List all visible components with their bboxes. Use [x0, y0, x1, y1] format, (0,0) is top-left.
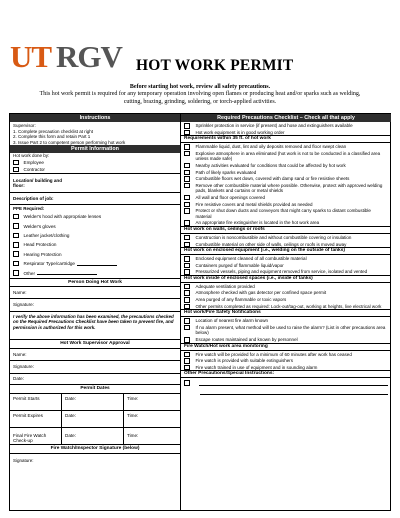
employee-checkbox[interactable] — [13, 160, 19, 166]
checklist-item-text: Enclosed equipment cleaned of all combustible material — [195, 256, 307, 262]
ppe-checkbox[interactable] — [13, 251, 19, 257]
checklist-item — [181, 182, 391, 194]
contractor-label: Contractor — [23, 166, 45, 172]
checklist-item-text: Flammable liquid, dust, lint and oily deposits removed and floor swept clean — [195, 144, 347, 150]
checklist-item — [181, 289, 391, 296]
ppe-item-welders-gloves: Welder's gloves — [10, 221, 180, 230]
instruction-step-1: 1. Complete precaution checklist at right — [13, 128, 94, 134]
checklist-checkbox[interactable] — [184, 269, 190, 275]
walls-list — [181, 234, 391, 247]
checklist-item-text: Containers purged of flammable liquid/vapor — [195, 262, 284, 268]
checklist-checkbox[interactable] — [184, 284, 190, 290]
within-35ft-list — [181, 143, 391, 226]
permit-expires-date[interactable]: Date: — [62, 411, 124, 427]
checklist-item-text: An appropriate fire extinguisher is located in the hot work area — [195, 220, 320, 226]
other-precautions-line-1 — [181, 378, 391, 387]
general-list — [181, 122, 391, 135]
ppe-checkbox[interactable] — [13, 261, 19, 267]
checklist-checkbox[interactable] — [184, 304, 190, 310]
supervisor-label: Supervisor: — [13, 123, 36, 128]
checklist-checkbox[interactable] — [184, 242, 190, 248]
section-fire-watch: Fire Watch/Hot work area monitoring — [181, 343, 391, 351]
checklist-item-text: Fire watch trained in use of equipment and in sounding alarm — [195, 364, 318, 370]
permit-expires-label: Permit Expires — [10, 411, 62, 427]
other-precautions-line-2 — [181, 387, 391, 396]
checklist-item — [181, 162, 391, 169]
permit-starts-date[interactable]: Date: — [62, 394, 124, 410]
permit-information-header: Permit Information — [10, 145, 180, 153]
final-fire-watch-label: Final Fire Watch Check-up — [10, 428, 62, 444]
person-name-field[interactable]: Name: — [10, 287, 180, 299]
checklist-item — [181, 303, 391, 310]
checklist-item-text: Combustible material on other side of walls, ceilings or roofs is moved away — [195, 241, 347, 247]
checklist-item-text: Location of nearest fire alarm known — [195, 318, 269, 324]
checklist-item-text: Remove other combustible material where possible. Otherwise, protect with approved welding pads, blankets and curtains or metal shields — [195, 182, 383, 194]
instruction-step-3: 3. Issue Part 2 to competent person performing hot work — [13, 139, 126, 145]
spaces-list — [181, 283, 391, 309]
instructions-block — [10, 122, 180, 145]
checklist-item — [181, 351, 391, 358]
checklist-item — [181, 241, 391, 248]
ppe-checkbox[interactable] — [13, 233, 19, 239]
equipment-list — [181, 255, 391, 275]
checklist-item — [181, 336, 391, 343]
final-fire-watch-row — [10, 428, 180, 445]
checklist-checkbox[interactable] — [184, 123, 190, 129]
left-column — [10, 114, 181, 510]
checklist-item-text: All wall and floor openings covered — [195, 194, 266, 200]
checklist-checkbox[interactable] — [184, 130, 190, 136]
checklist-checkbox[interactable] — [184, 325, 190, 331]
checklist-item — [181, 262, 391, 269]
checklist-item — [181, 201, 391, 208]
checklist-item — [181, 364, 391, 371]
ppe-checkbox[interactable] — [13, 270, 19, 276]
checklist-item — [181, 219, 391, 226]
checklist-item — [181, 175, 391, 182]
ppe-checkbox[interactable] — [13, 223, 19, 229]
page-title: HOT WORK PERMIT — [136, 57, 294, 74]
ppe-item-hearing-protection: Hearing Protection — [10, 250, 180, 259]
checklist-item — [181, 234, 391, 241]
section-other-precautions: Other Precautions/Special Instructions: — [181, 370, 391, 378]
contractor-option — [10, 166, 180, 173]
checklist-item-text: Sprinkler protection in service (if present) and hose and extinguishers available — [195, 123, 353, 128]
checklist-header: Required Precautions Checklist – Check all that apply — [181, 114, 391, 122]
ppe-item-head-protection: Head Protection — [10, 240, 180, 249]
checklist-checkbox[interactable] — [184, 318, 190, 324]
intro-text — [10, 84, 390, 106]
checklist-item — [181, 194, 391, 201]
permit-dates-header: Permit Dates — [10, 385, 180, 394]
instructions-header: Instructions — [10, 114, 180, 122]
checklist-checkbox[interactable] — [184, 337, 190, 343]
logo-rgv-text: RGV — [56, 39, 122, 74]
checklist-item — [181, 324, 391, 336]
checklist-checkbox[interactable] — [184, 256, 190, 262]
checklist-item — [181, 268, 391, 275]
fire-watch-signature-header: Fire Watch/Inspector Signature (below) — [10, 445, 180, 454]
other-line[interactable] — [37, 271, 97, 275]
checklist-checkbox[interactable] — [184, 263, 190, 269]
checklist-checkbox[interactable] — [184, 365, 190, 371]
checklist-checkbox[interactable] — [184, 163, 190, 169]
checklist-item — [181, 169, 391, 176]
intro-line-3: cutting, brazing, grinding, soldering, or torch-applied activities. — [123, 98, 277, 105]
checklist-item-text: Other permits completed as required: Lock-out/tag-out, working at heights, live electrical work — [195, 303, 382, 309]
supervisor-date-field[interactable]: Date: — [10, 374, 180, 385]
checklist-item — [181, 255, 391, 262]
done-by-label: Hot work done by: — [13, 153, 50, 159]
ppe-item-leather-jacket: Leather jacket/clothing — [10, 231, 180, 240]
checklist-checkbox[interactable] — [184, 208, 190, 214]
ppe-item-respirator: Respirator Type/cartridge — [10, 259, 180, 268]
final-fire-watch-date[interactable]: Date: — [62, 428, 124, 444]
hot-work-done-by — [10, 153, 180, 174]
permit-starts-label: Permit Starts — [10, 394, 62, 410]
checklist-item-text: Hot work equipment is in good working order — [195, 129, 285, 135]
checklist-checkbox[interactable] — [184, 183, 190, 189]
logo-ut-text: UT — [10, 39, 52, 74]
description-label: Description of job: — [13, 196, 54, 202]
checklist-checkbox[interactable] — [184, 195, 190, 201]
description-field[interactable] — [10, 192, 180, 205]
intro-line-1: Before starting hot work, review all safety precautions. — [129, 84, 271, 90]
checklist-checkbox[interactable] — [184, 176, 190, 182]
supervisor-approval-header: Hot Work Supervisor Approval — [10, 340, 180, 349]
verification-statement: I verify the above information has been examined, the precautions checked on the Required Precautions Checklist have been taken to prevent fire, and permission is authorized for this work. — [10, 312, 180, 340]
ppe-checkbox[interactable] — [13, 242, 19, 248]
checklist-checkbox[interactable] — [184, 290, 190, 296]
checklist-item — [181, 122, 391, 129]
checklist-item-text: Protect or shut down ducts and conveyors that might carry sparks to distant combustible material — [195, 208, 371, 219]
permit-form — [9, 113, 391, 511]
checklist-item-text: Nearby activities evaluated for conditions that could be affected by hot work — [195, 162, 346, 168]
fire-watch-signature-field[interactable]: Signature: — [13, 457, 34, 463]
checklist-checkbox[interactable] — [184, 170, 190, 176]
section-walls: Hot work on walls, ceilings or roofs — [181, 226, 391, 234]
checklist-item-text: Adequate ventilation provided — [195, 283, 255, 289]
checklist-checkbox[interactable] — [184, 220, 190, 226]
checklist-item-text: Combustible floors wet down, covered with damp sand or fire resistive sheets — [195, 176, 350, 182]
checklist-item — [181, 143, 391, 150]
right-column — [181, 114, 391, 510]
person-doing-hot-work-header: Person Doing Hot Work — [10, 278, 180, 287]
intro-line-2: This hot work permit is required for any temporary operation involving open flames or producing heat and/or sparks such as welding, — [39, 91, 361, 98]
ppe-checkbox[interactable] — [13, 214, 19, 220]
checklist-checkbox[interactable] — [184, 151, 190, 157]
person-signature-field[interactable]: Signature: — [10, 299, 180, 312]
section-enclosed-equipment: Hot work on enclosed equipment (i.e., welding on the outside of tanks) — [181, 247, 391, 255]
location-label: Location/ building and floor: — [13, 177, 62, 189]
section-35ft: Requirements within 35 ft. of hot work — [181, 135, 391, 143]
checklist-checkbox[interactable] — [184, 352, 190, 358]
checklist-item-text: Area purged of any flammable or toxic vapors — [195, 297, 287, 303]
checklist-item-text: Escape routes maintained and known by personnel — [195, 337, 298, 343]
ppe-item-other: Other — [10, 268, 180, 277]
permit-expires-time[interactable]: Time: — [127, 412, 139, 418]
permit-starts-row — [10, 394, 180, 411]
checklist-item — [181, 296, 391, 303]
respirator-line[interactable] — [77, 262, 117, 266]
checklist-item-text: Construction is noncombustible and without combustible covering or insulation — [195, 234, 352, 240]
contractor-checkbox[interactable] — [13, 167, 19, 173]
utrgv-logo — [10, 39, 135, 74]
checklist-checkbox[interactable] — [184, 202, 190, 208]
checklist-item — [181, 357, 391, 364]
checklist-item — [181, 129, 391, 136]
employee-option — [10, 159, 180, 166]
other-precautions-input[interactable] — [200, 389, 389, 395]
checklist-item-text: Explosive atmosphere in area eliminated (hot work is not to be conducted in a classified area unless made safe) — [195, 150, 381, 162]
final-fire-watch-time[interactable]: Time: — [127, 432, 139, 438]
checklist-checkbox[interactable] — [184, 297, 190, 303]
section-notifications: Hot work/Fire Safety Notifications — [181, 309, 391, 317]
other-precautions-input[interactable] — [199, 380, 389, 386]
checklist-item-text: Pressurized vessels, piping and equipment removed from service, isolated and vented — [195, 269, 368, 275]
ppe-item-welders-hood: Welder's hood with appropriate lenses — [10, 212, 180, 221]
fire-watch-list — [181, 351, 391, 371]
checklist-item-text: Fire watch is provided with suitable extinguishers — [195, 358, 294, 364]
permit-expires-row — [10, 411, 180, 428]
supervisor-signature-field[interactable]: Signature: — [10, 361, 180, 374]
checklist-item — [181, 317, 391, 324]
checklist-item — [181, 283, 391, 290]
notifications-list — [181, 317, 391, 342]
supervisor-name-field[interactable]: Name: — [10, 349, 180, 361]
checklist-checkbox[interactable] — [184, 235, 190, 241]
checklist-checkbox[interactable] — [184, 144, 190, 150]
employee-label: Employee — [23, 159, 44, 165]
ppe-required-label: PPE Required: — [13, 206, 45, 212]
other-precautions-checkbox[interactable] — [184, 380, 190, 386]
checklist-item — [181, 207, 391, 219]
checklist-item — [181, 150, 391, 162]
checklist-checkbox[interactable] — [184, 358, 190, 364]
location-field[interactable] — [10, 174, 70, 193]
permit-starts-time[interactable]: Time: — [127, 395, 139, 401]
section-enclosed-spaces: Hot work inside of enclosed spaces (i.e., inside of tanks) — [181, 275, 391, 283]
checklist-item-text: Fire watch will be provided for a minimum of 60 minutes after work has ceased — [195, 351, 352, 357]
checklist-item-text: Path of likely sparks evaluated — [195, 169, 257, 175]
checklist-item-text: If no alarm present, what method will be used to raise the alarm? (List in other precautions area below) — [195, 324, 386, 336]
instruction-step-2: 2. Complete this form and retain Part 1 — [13, 134, 91, 140]
checklist-item-text: Atmosphere checked with gas detector per confined space permit — [195, 290, 327, 296]
checklist-item-text: Fire resistive covers and metal shields provided as needed — [195, 201, 313, 207]
